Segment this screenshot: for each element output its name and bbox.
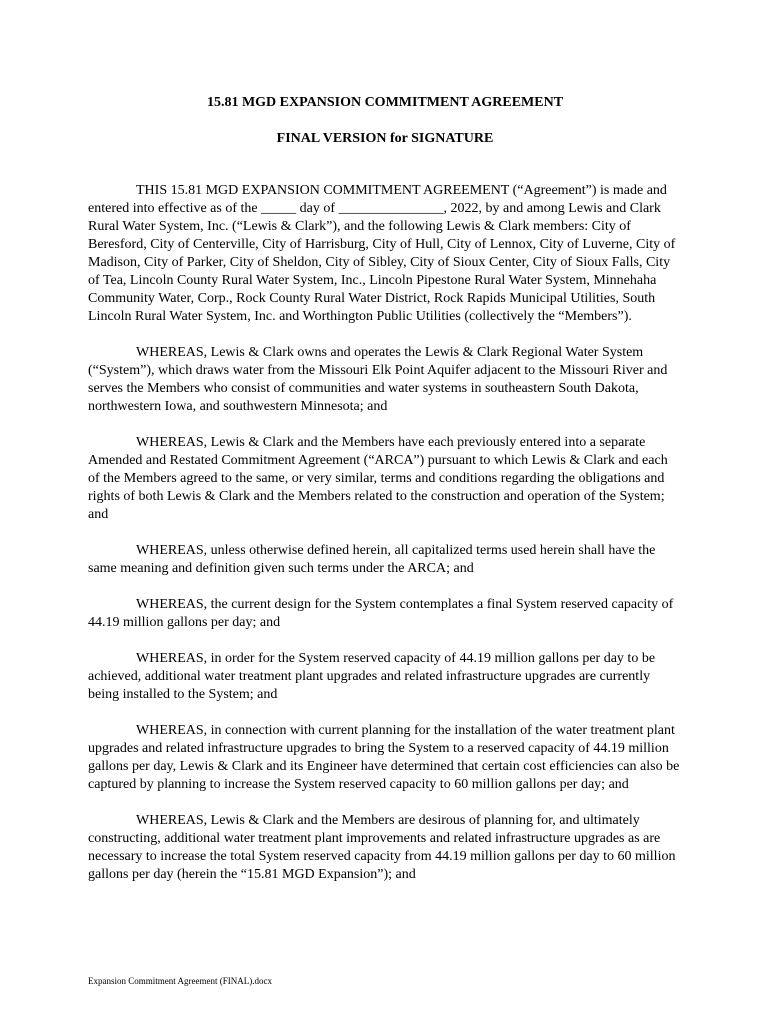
paragraph-whereas-expansion: WHEREAS, Lewis & Clark and the Members are desirous of planning for, and ultimately constructing, additional water treatment plant improvements and related infrastructure upgrades as are necessary to increase the total System reserved capacity from 44.19 million gallons per day to 60 million gallons per day (herein the “15.81 MGD Expansion”); and bbox=[88, 813, 676, 882]
document-footer-filename: Expansion Commitment Agreement (FINAL).docx bbox=[88, 976, 272, 986]
document-body bbox=[88, 182, 682, 902]
paragraph-whereas-arca: WHEREAS, Lewis & Clark and the Members have each previously entered into a separate Amended and Restated Commitment Agreement (“ARCA”) pursuant to which Lewis & Clark and each of the Members agreed to the same, or very similar, terms and conditions regarding the obligations and rights of both Lewis & Clark and the Members related to the construction and operation of the System; and bbox=[88, 435, 668, 522]
paragraph-whereas-system: WHEREAS, Lewis & Clark owns and operates the Lewis & Clark Regional Water System (“System”), which draws water from the Missouri Elk Point Aquifer adjacent to the Missouri River and serves the Members who consist of communities and water systems in southeastern South Dakota, northwestern Iowa, and southwestern Minnesota; and bbox=[88, 345, 668, 414]
paragraph-whereas-upgrades: WHEREAS, in order for the System reserved capacity of 44.19 million gallons per day to be achieved, additional water treatment plant upgrades and related infrastructure upgrades are currently being installed to the System; and bbox=[88, 651, 656, 702]
paragraph-preamble: THIS 15.81 MGD EXPANSION COMMITMENT AGREEMENT (“Agreement”) is made and entered into effective as of the _____ day of _______________, 2022, by and among Lewis and Clark Rural Water System, Inc. (“Lewis & Clark”), and the following Lewis & Clark members: City of Beresford, City of Centerville, City of Harrisburg, City of Hull, City of Lennox, City of Luverne, City of Madison, City of Parker, City of Sheldon, City of Sibley, City of Sioux Center, City of Sioux Falls, City of Tea, Lincoln County Rural Water System, Inc., Lincoln Pipestone Rural Water System, Minnehaha Community Water, Corp., Rock County Rural Water District, Rock Rapids Municipal Utilities, South Lincoln Rural Water System, Inc. and Worthington Public Utilities (collectively the “Members”). bbox=[88, 183, 676, 324]
document-title: 15.81 MGD EXPANSION COMMITMENT AGREEMENT bbox=[206, 95, 564, 110]
paragraph-whereas-planning: WHEREAS, in connection with current planning for the installation of the water treatment plant upgrades and related infrastructure upgrades to bring the System to a reserved capacity of 44.19 million gallons per day, Lewis & Clark and its Engineer have determined that certain cost efficiencies can also be captured by planning to increase the System reserved capacity to 60 million gallons per day; and bbox=[88, 723, 680, 792]
document-subtitle: FINAL VERSION for SIGNATURE bbox=[276, 131, 494, 146]
paragraph-whereas-current-design: WHEREAS, the current design for the System contemplates a final System reserved capacity of 44.19 million gallons per day; and bbox=[88, 597, 674, 630]
paragraph-whereas-definitions: WHEREAS, unless otherwise defined herein, all capitalized terms used herein shall have the same meaning and definition given such terms under the ARCA; and bbox=[88, 543, 656, 576]
